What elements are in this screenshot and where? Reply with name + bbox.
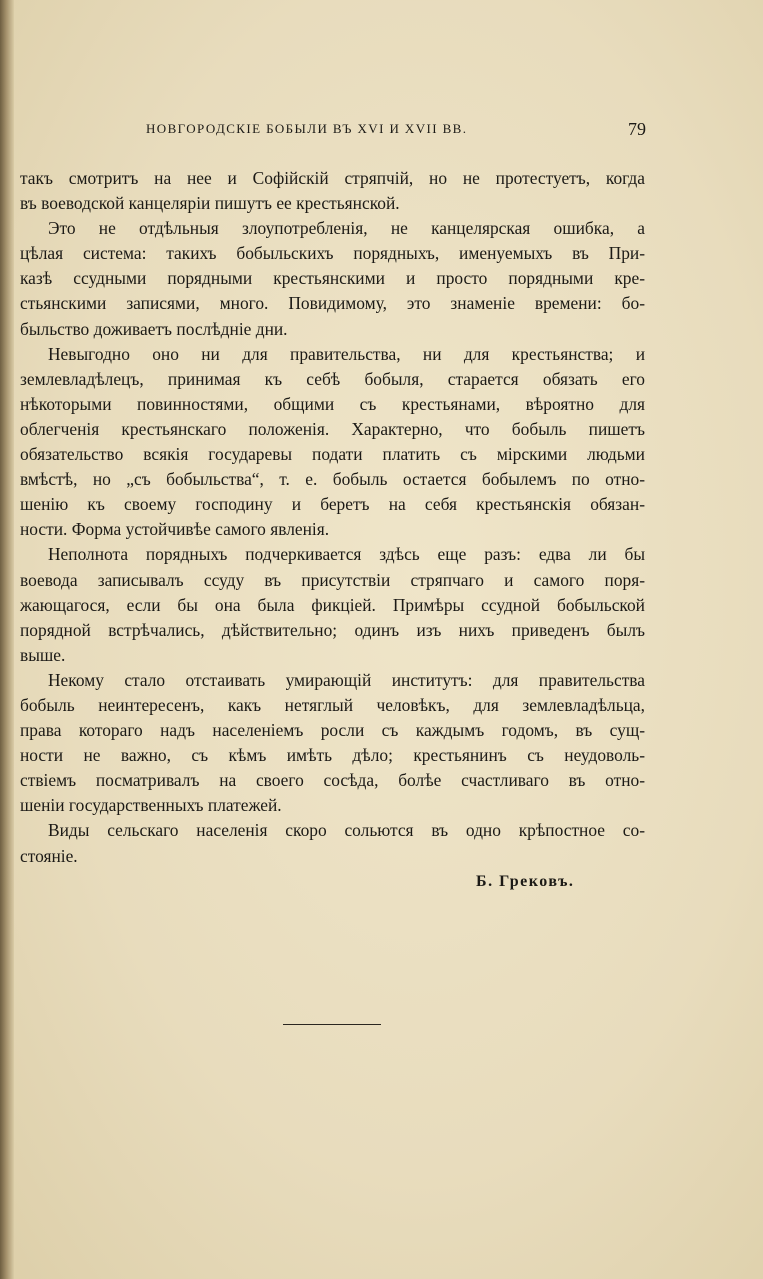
text-line: стьянскими записями, много. Повидимому, это знаменіе времени: бо- (20, 293, 645, 314)
text-line: нѣкоторыми повинностями, общими съ крестьянами, вѣроятно для (20, 393, 645, 414)
text-line: Некому стало отстаивать умирающій институтъ: для правительства (48, 669, 645, 690)
text-line: въ воеводской канцеляріи пишутъ ее крестьянской. (20, 193, 400, 214)
page-header (146, 119, 646, 141)
paragraph (20, 342, 645, 543)
text-line: Невыгодно оно ни для правительства, ни для крестьянства; и (48, 343, 645, 364)
text-line: шеніи государственныхъ платежей. (20, 795, 282, 816)
text-line: права котораго надъ населеніемъ росли съ каждымъ годомъ, въ сущ- (20, 720, 645, 741)
text-line: такъ смотритъ на нее и Софійскій стряпчій, но не протестуетъ, когда (20, 168, 645, 188)
end-rule (283, 1024, 381, 1025)
text-line: ности. Форма устойчивѣе самого явленія. (20, 519, 330, 540)
text-line: землевладѣлецъ, принимая къ себѣ бобыля, старается обязать его (20, 368, 645, 389)
text-line: Неполнота порядныхъ подчеркивается здѣсь еще разъ: едва ли бы (48, 544, 645, 565)
paragraph (20, 166, 645, 216)
text-line: быльство доживаетъ послѣдніе дни. (20, 318, 288, 339)
author-signature: Б. Грековъ. (476, 873, 575, 890)
running-title: НОВГОРОДСКІЕ БОБЫЛИ ВЪ XVI И XVII ВВ. (146, 121, 468, 136)
text-line: казѣ ссудными порядными крестьянскими и просто порядными кре- (20, 268, 645, 289)
paragraph (20, 818, 645, 868)
text-line: шенію къ своему господину и беретъ на себя крестьянскія обязан- (20, 494, 645, 515)
text-line: Виды сельскаго населенія скоро сольются въ одно крѣпостное со- (48, 820, 645, 841)
book-spine-edge (0, 0, 14, 1279)
text-line: цѣлая система: такихъ бобыльскихъ порядныхъ, именуемыхъ въ При- (20, 243, 645, 264)
page-number: 79 (628, 119, 646, 139)
text-line: обязательство всякія государевы подати платить съ мірскими людьми (20, 444, 645, 465)
text-line: бобыль неинтересенъ, какъ нетяглый человѣкъ, для землевладѣльца, (20, 694, 645, 715)
text-line: стояніе. (20, 845, 78, 866)
text-line: жающагося, если бы она была фикціей. Примѣры ссудной бобыльской (20, 594, 645, 615)
text-line: вмѣстѣ, но „съ бобыльства“, т. е. бобыль остается бобылемъ по отно- (20, 469, 645, 490)
text-line: Это не отдѣльныя злоупотребленія, не канцелярская ошибка, а (48, 218, 645, 239)
body-text (20, 166, 645, 869)
paragraph (20, 668, 645, 819)
paragraph (20, 542, 645, 667)
text-line: ствіемъ посматривалъ на своего сосѣда, болѣе счастливаго въ отно- (20, 770, 645, 791)
text-line: порядной встрѣчались, дѣйствительно; одинъ изъ нихъ приведенъ былъ (20, 619, 645, 640)
text-line: воевода записывалъ ссуду въ присутствіи стряпчаго и самого поря- (20, 569, 645, 590)
text-line: ности не важно, съ кѣмъ имѣть дѣло; крестьянинъ съ неудоволь- (20, 745, 645, 766)
text-line: облегченія крестьянскаго положенія. Характерно, что бобыль пишетъ (20, 418, 645, 439)
paragraph (20, 216, 645, 341)
text-line: выше. (20, 644, 66, 665)
